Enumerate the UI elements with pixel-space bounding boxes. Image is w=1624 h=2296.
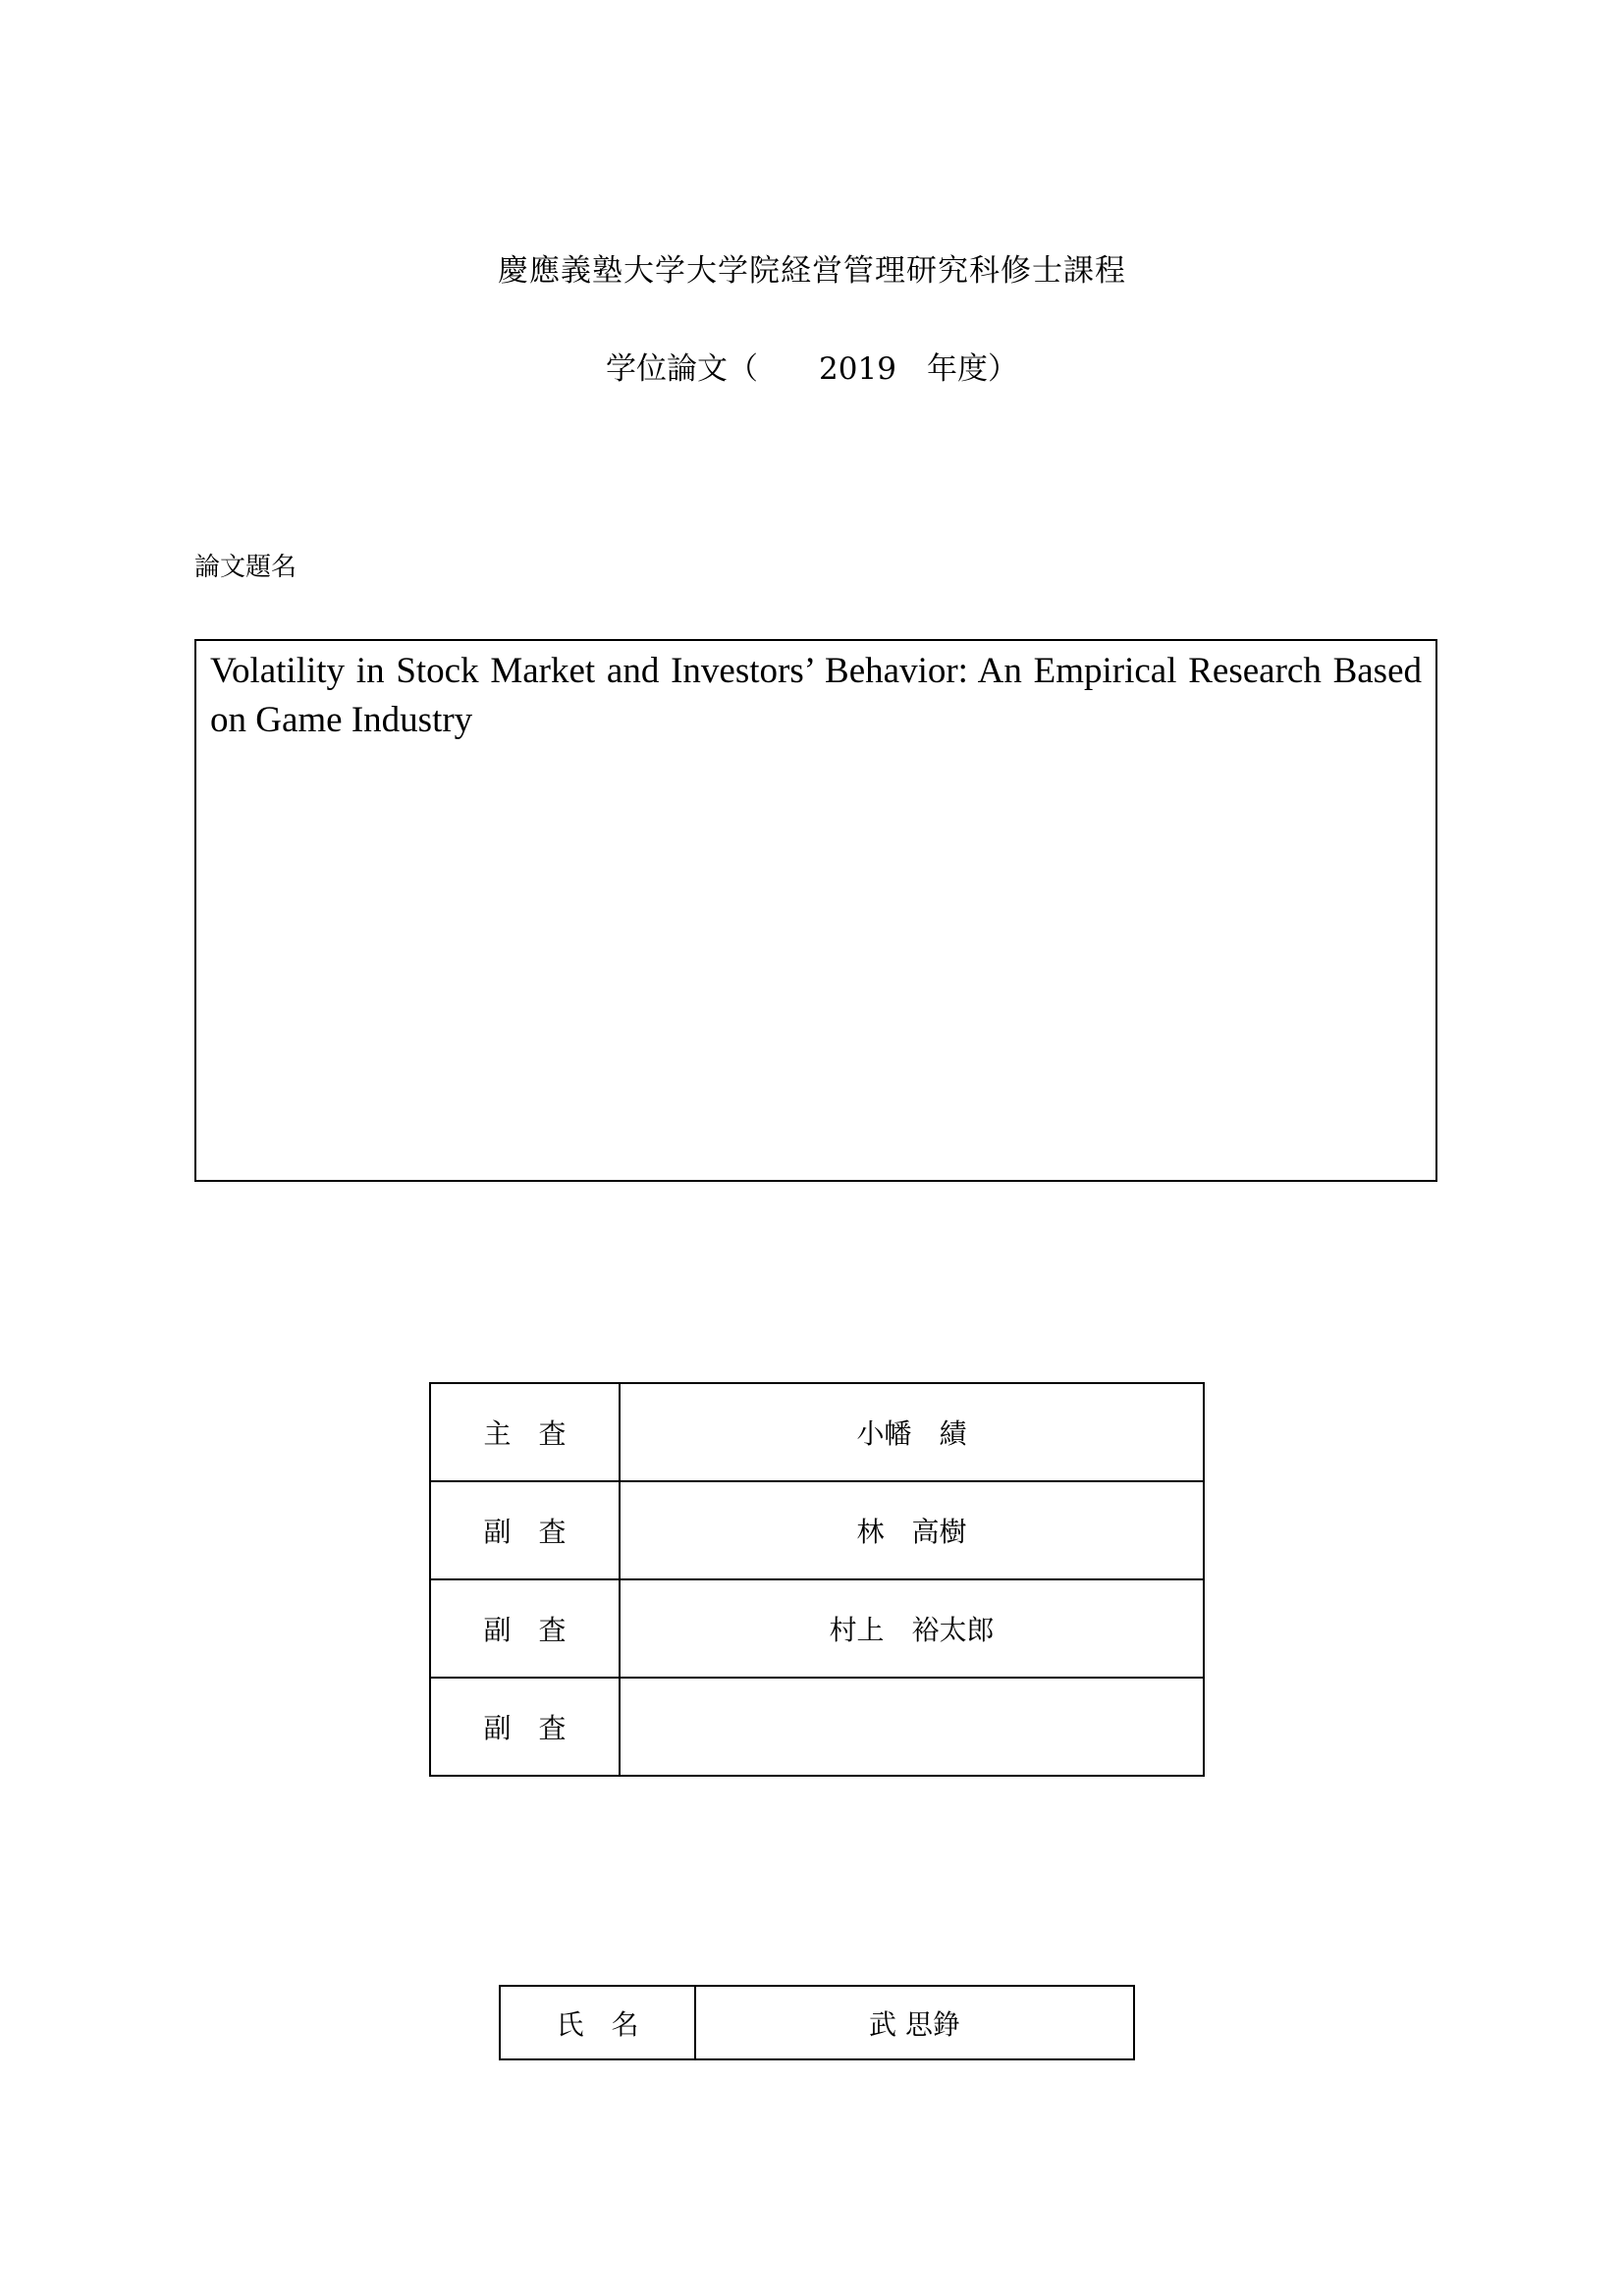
table-row — [430, 1383, 1204, 1481]
table-row — [430, 1481, 1204, 1579]
table-row — [430, 1678, 1204, 1776]
examiner-role: 主 査 — [430, 1383, 620, 1481]
examiner-name: 村上 裕太郎 — [620, 1579, 1204, 1678]
examiner-role: 副 査 — [430, 1579, 620, 1678]
table-row — [500, 1986, 1134, 2059]
thesis-title: Volatility in Stock Market and Investors’ Behavior: An Empirical Research Based on Game Industry — [210, 651, 1422, 740]
examiner-name — [620, 1678, 1204, 1776]
examiner-role: 副 査 — [430, 1678, 620, 1776]
degree-thesis-year: 学位論文（ 2019 年度） — [606, 351, 1018, 387]
thesis-title-box — [194, 639, 1437, 1182]
table-row — [430, 1579, 1204, 1678]
examiners-table — [429, 1382, 1205, 1777]
examiner-role: 副 査 — [430, 1481, 620, 1579]
examiner-name: 小幡 績 — [620, 1383, 1204, 1481]
author-table — [499, 1985, 1135, 2060]
thesis-title-label: 論文題名 — [194, 553, 298, 582]
author-name: 武 思錚 — [695, 1986, 1134, 2059]
university-program-heading: 慶應義塾大学大学院経営管理研究科修士課程 — [498, 253, 1126, 289]
author-label: 氏 名 — [500, 1986, 695, 2059]
examiner-name: 林 高樹 — [620, 1481, 1204, 1579]
